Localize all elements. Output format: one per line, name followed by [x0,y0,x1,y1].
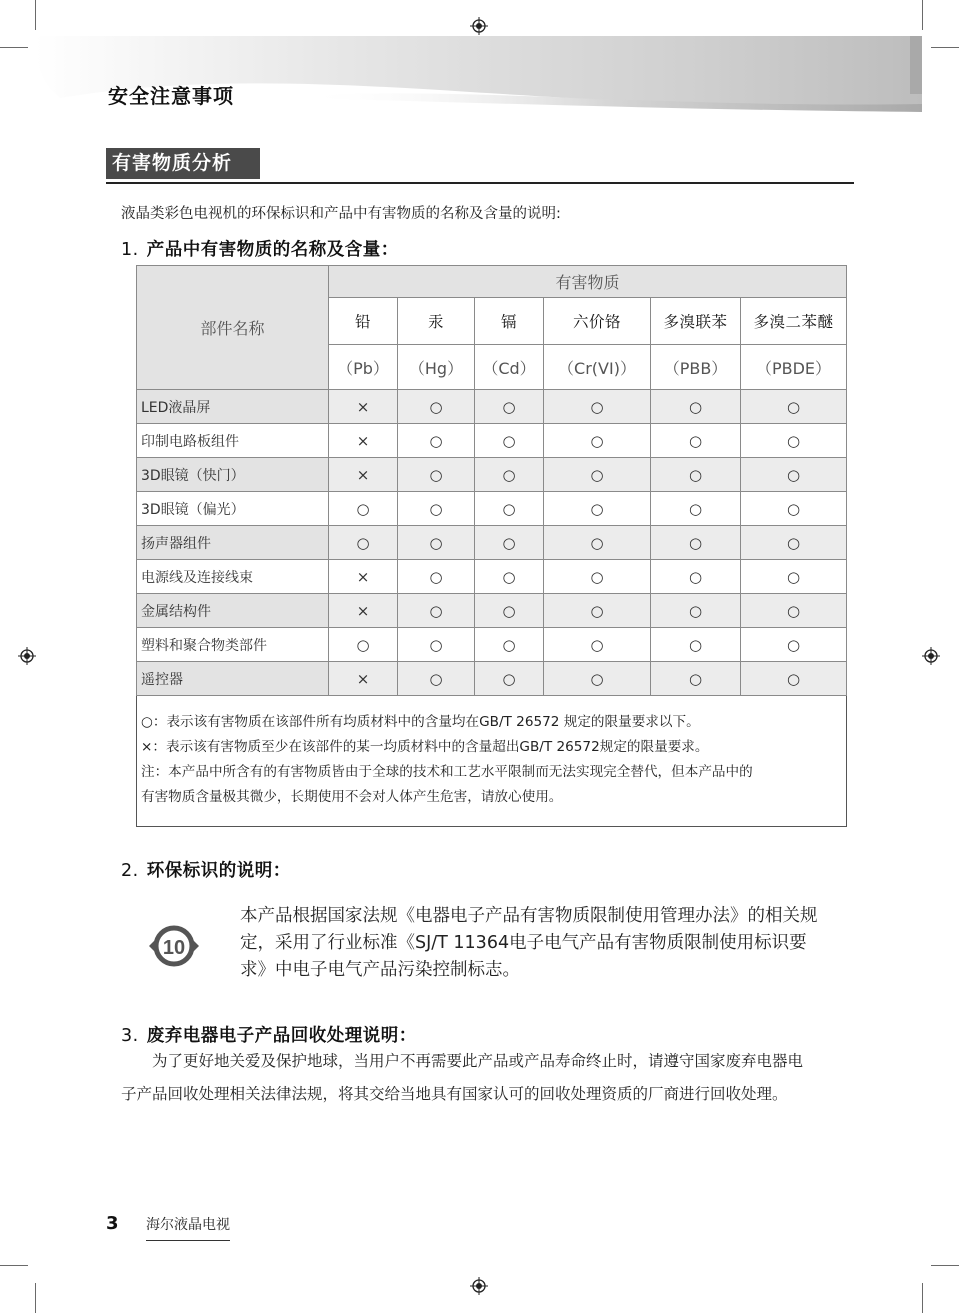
table-row [137,662,847,696]
page-number: 3 [106,1213,119,1234]
footer-brand: 海尔液晶电视 [146,1214,230,1241]
substance-mark-cell: × [329,662,398,696]
section-divider [106,182,854,184]
substance-mark-cell: × [329,560,398,594]
item2-line: 本产品根据国家法规《电器电子产品有害物质限制使用管理办法》的相关规 [240,906,818,926]
substance-mark-cell: ○ [651,424,741,458]
table-row [137,458,847,492]
substance-mark-cell: ○ [398,458,475,492]
item3-heading [121,1022,417,1047]
table-note-line: ○：表示该有害物质在该部件所有均质材料中的含量均在GB/T 26572 规定的限量要求以下。 [141,714,700,730]
substance-mark-cell: ○ [475,424,544,458]
substance-mark-cell: ○ [544,662,651,696]
substance-mark-cell: ○ [741,594,847,628]
crop-mark [922,1283,923,1313]
substance-mark-cell: ○ [398,628,475,662]
substance-mark-cell: ○ [544,560,651,594]
intro-text: 液晶类彩色电视机的环保标识和产品中有害物质的名称及含量的说明: [121,206,561,222]
item3-line: 为了更好地关爱及保护地球，当用户不再需要此产品或产品寿命终止时，请遵守国家废弃电器电 [152,1052,804,1070]
table-row [137,560,847,594]
substance-mark-cell: ○ [741,662,847,696]
table-row [137,526,847,560]
substance-mark-cell: ○ [651,560,741,594]
part-name-cell: 印制电路板组件 [137,424,329,458]
substance-symbol-cell: （Cd） [475,345,544,390]
substance-mark-cell: ○ [398,560,475,594]
registration-mark-icon [470,17,488,35]
substance-mark-cell: ○ [475,492,544,526]
item3-paragraph [121,1045,851,1111]
table-row [137,594,847,628]
substance-mark-cell: ○ [544,594,651,628]
section-title-tab: 有害物质分析 [106,148,260,179]
item1-heading [121,236,399,261]
substance-group-header: 有害物质 [329,266,847,298]
part-name-cell: 遥控器 [137,662,329,696]
substance-name-cell: 六价铬 [544,298,651,345]
substance-mark-cell: ○ [398,424,475,458]
substance-name-cell: 多溴联苯 [651,298,741,345]
substance-mark-cell: ○ [398,390,475,424]
substance-mark-cell: ○ [741,424,847,458]
substance-mark-cell: × [329,424,398,458]
substance-mark-cell: ○ [651,662,741,696]
table-row [137,628,847,662]
item3-title: 废弃电器电子产品回收处理说明： [146,1026,417,1046]
substance-symbol-cell: （PBDE） [741,345,847,390]
item2-paragraph [240,903,850,984]
substance-mark-cell: ○ [475,594,544,628]
table-notes [137,696,847,827]
part-name-cell: 金属结构件 [137,594,329,628]
table-row [137,390,847,424]
crop-mark [931,1265,959,1266]
substance-mark-cell: ○ [475,560,544,594]
registration-mark-icon [18,647,36,665]
substance-mark-cell: ○ [398,526,475,560]
substance-symbol-cell: （Hg） [398,345,475,390]
substance-mark-cell: ○ [651,526,741,560]
hazardous-substance-table [136,265,847,827]
substance-mark-cell: ○ [741,492,847,526]
substance-mark-cell: ○ [544,390,651,424]
substance-mark-cell: ○ [544,424,651,458]
substance-mark-cell: × [329,390,398,424]
substance-name-cell: 铅 [329,298,398,345]
part-name-cell: 3D眼镜（偏光） [137,492,329,526]
substance-symbol-cell: （Pb） [329,345,398,390]
substance-mark-cell: × [329,594,398,628]
substance-mark-cell: ○ [651,628,741,662]
substance-mark-cell: ○ [741,390,847,424]
substance-mark-cell: ○ [741,628,847,662]
substance-mark-cell: ○ [651,390,741,424]
registration-mark-icon [470,1277,488,1295]
item2-line: 定，采用了行业标准《SJ/T 11364电子电气产品有害物质限制使用标识要 [240,933,807,953]
substance-mark-cell: ○ [741,526,847,560]
part-name-cell: LED液晶屏 [137,390,329,424]
part-name-cell: 塑料和聚合物类部件 [137,628,329,662]
table-row [137,424,847,458]
substance-name-cell: 多溴二苯醚 [741,298,847,345]
substance-mark-cell: ○ [475,526,544,560]
substance-mark-cell: ○ [398,492,475,526]
registration-mark-icon [922,647,940,665]
crop-mark [0,1265,28,1266]
page-header-title: 安全注意事项 [108,84,234,108]
substance-mark-cell: ○ [544,492,651,526]
substance-symbol-cell: （PBB） [651,345,741,390]
substance-name-cell: 镉 [475,298,544,345]
crop-mark [35,1283,36,1313]
epup-10-year-icon [147,920,201,972]
substance-mark-cell: ○ [741,560,847,594]
substance-mark-cell: ○ [651,492,741,526]
item3-line: 子产品回收处理相关法律法规，将其交给当地具有国家认可的回收处理资质的厂商进行回收处理。 [121,1085,788,1103]
table-note-line: ×：表示该有害物质至少在该部件的某一均质材料中的含量超出GB/T 26572规定的限量要求。 [141,739,709,755]
substance-mark-cell: ○ [329,492,398,526]
substance-mark-cell: ○ [651,594,741,628]
substance-mark-cell: ○ [544,628,651,662]
part-name-cell: 电源线及连接线束 [137,560,329,594]
part-name-cell: 扬声器组件 [137,526,329,560]
crop-mark [922,0,923,30]
table-note-line: 有害物质含量极其微少，长期使用不会对人体产生危害，请放心使用。 [141,789,563,805]
substance-mark-cell: ○ [329,628,398,662]
substance-mark-cell: ○ [398,662,475,696]
substance-mark-cell: ○ [398,594,475,628]
crop-mark [931,47,959,48]
substance-mark-cell: ○ [544,458,651,492]
substance-mark-cell: ○ [475,458,544,492]
part-name-cell: 3D眼镜（快门） [137,458,329,492]
substance-mark-cell: ○ [741,458,847,492]
item1-title: 产品中有害物质的名称及含量： [146,240,399,260]
substance-mark-cell: ○ [475,628,544,662]
substance-mark-cell: ○ [651,458,741,492]
substance-mark-cell: ○ [475,390,544,424]
substance-mark-cell: ○ [544,526,651,560]
item2-number: 2. [121,861,139,881]
part-name-header: 部件名称 [137,266,329,390]
table-note-line: 注：本产品中所含有的有害物质皆由于全球的技术和工艺水平限制而无法实现完全替代，但本产品中的 [141,764,753,780]
item2-line: 求》中电子电气产品污染控制标志。 [240,960,520,980]
table-row [137,492,847,526]
substance-mark-cell: × [329,458,398,492]
substance-mark-cell: ○ [329,526,398,560]
substance-name-cell: 汞 [398,298,475,345]
item2-title: 环保标识的说明： [146,861,291,881]
crop-mark [35,0,36,30]
substance-symbol-cell: （Cr(VI)） [544,345,651,390]
substance-mark-cell: ○ [475,662,544,696]
item2-heading [121,857,291,882]
item3-number: 3. [121,1026,139,1046]
epup-icon-number: 10 [162,937,186,959]
item1-number: 1. [121,240,139,260]
crop-mark [0,47,28,48]
